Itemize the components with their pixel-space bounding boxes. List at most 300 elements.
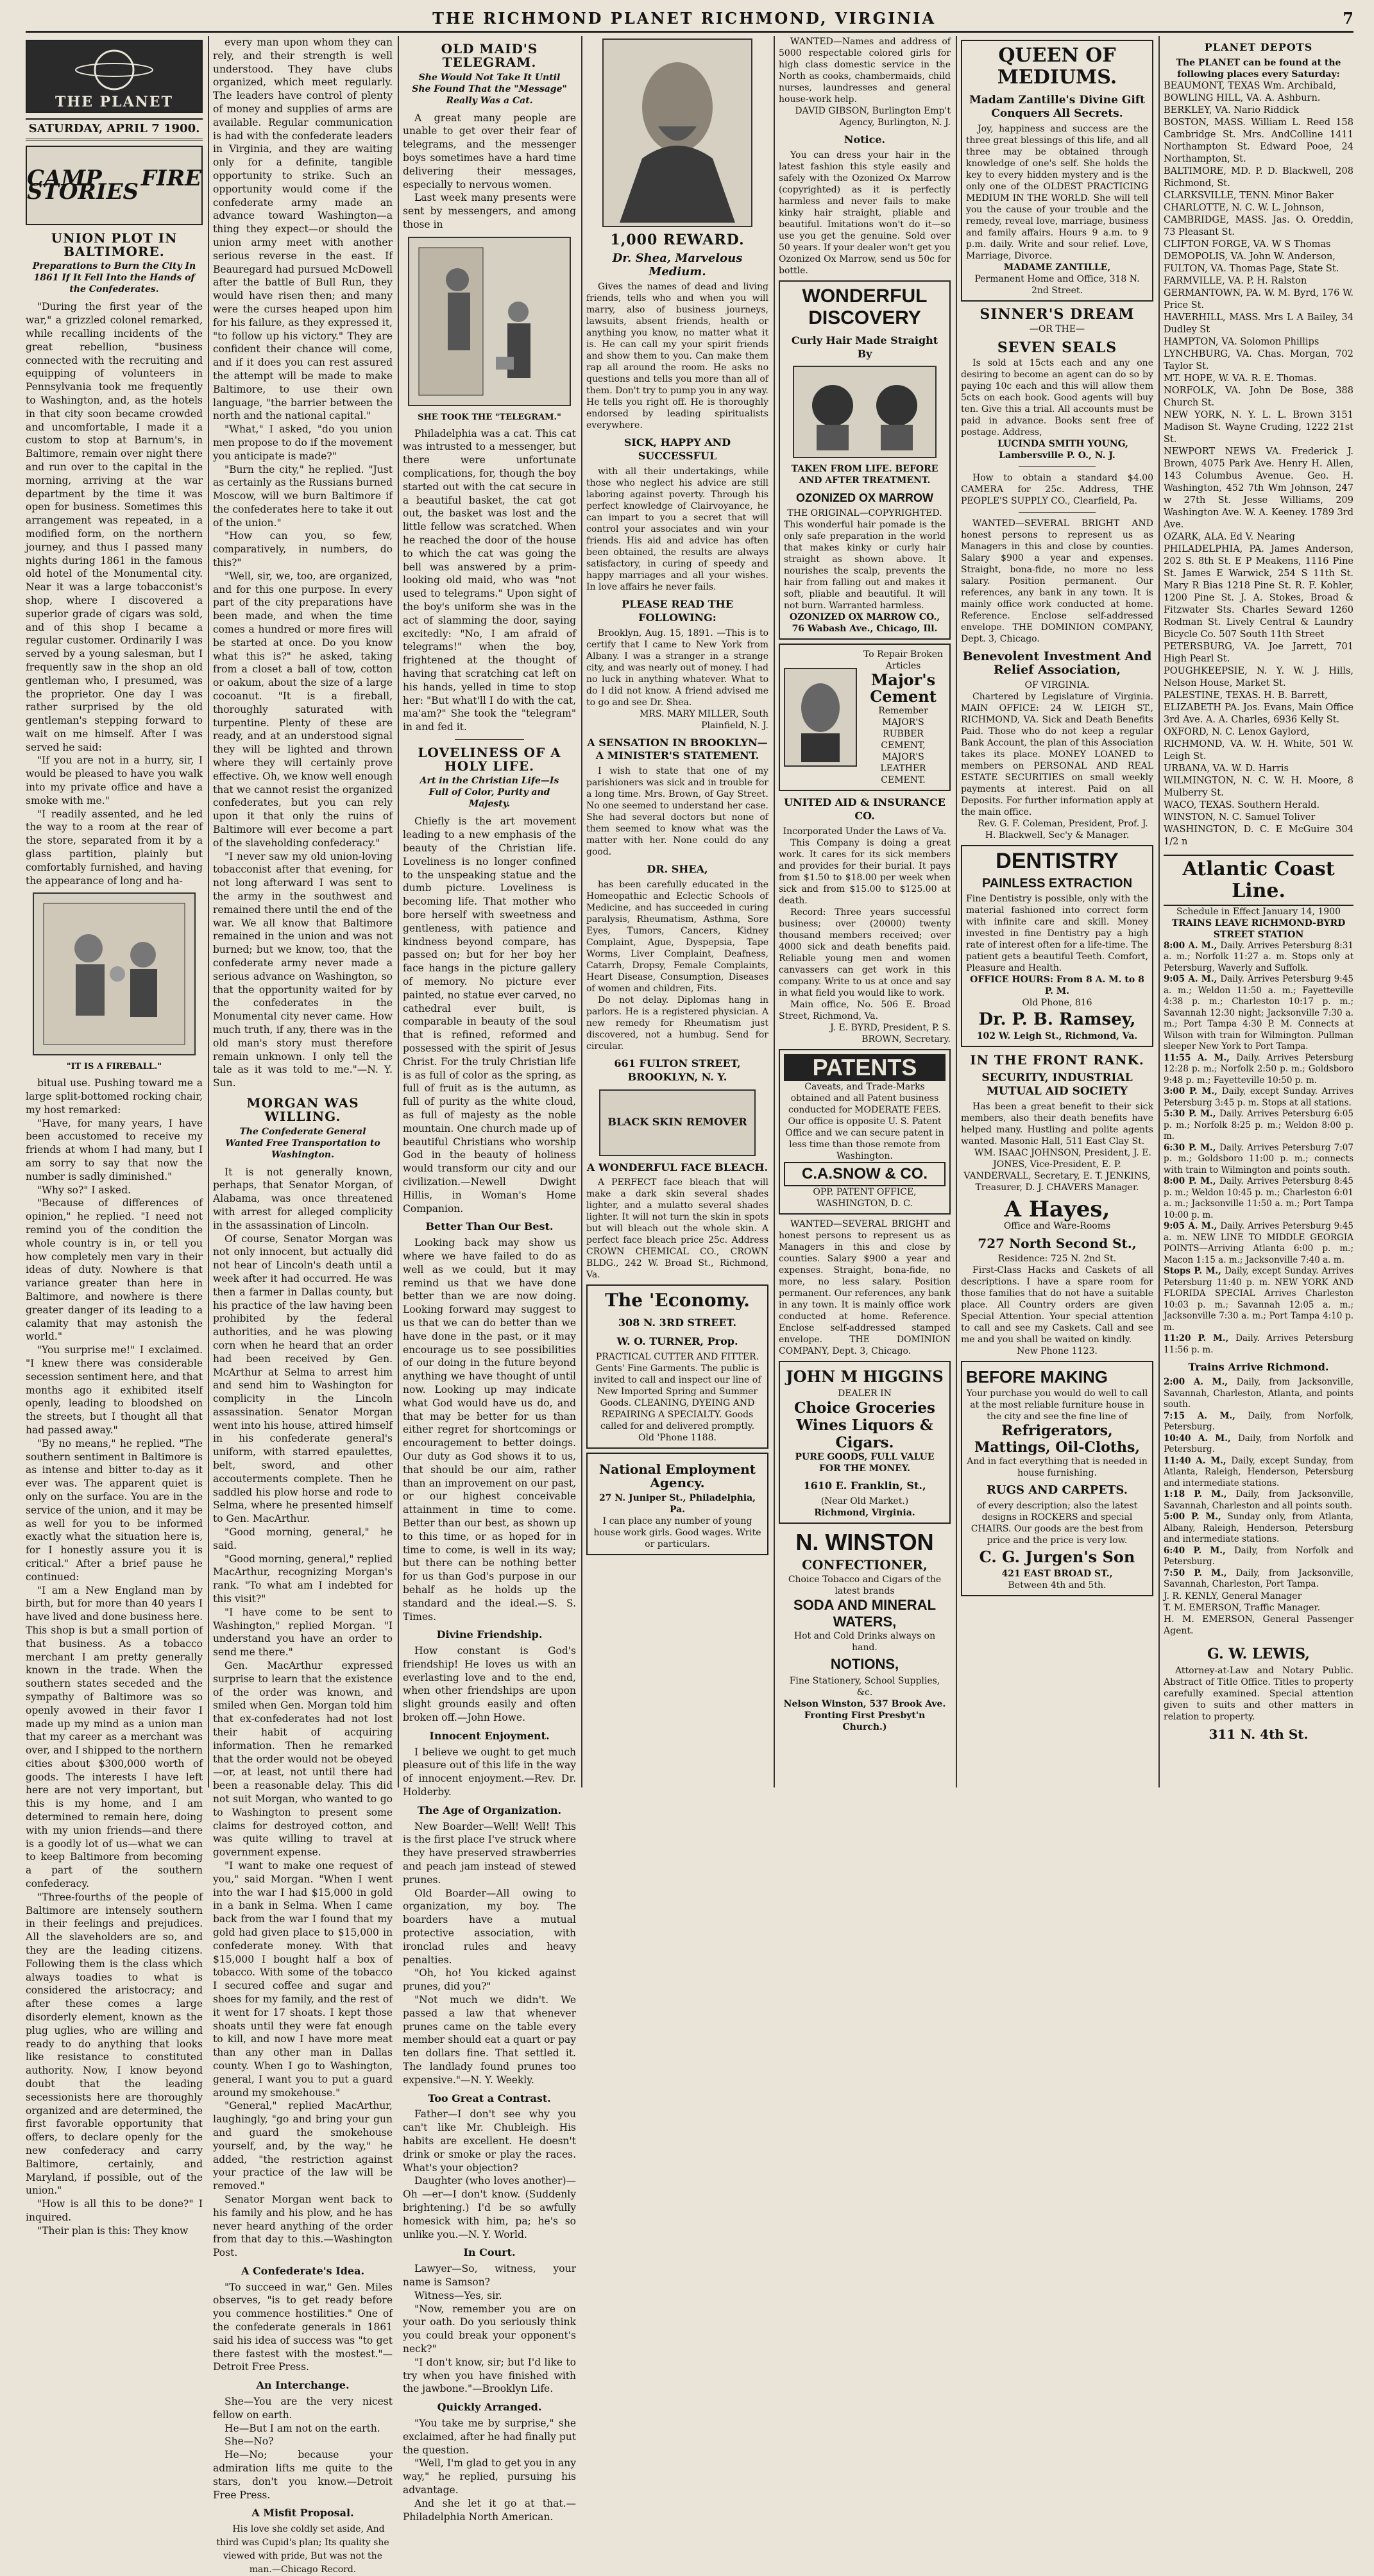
- subhead: A WONDERFUL FACE BLEACH.: [586, 1161, 768, 1173]
- higgins-sub: DEALER IN: [838, 1388, 892, 1399]
- depot-item: NEWPORT NEWS VA. Frederick J. Brown, 4075 Park Ave. Henry H. Allen, 143 Columbus Avenue. Geo. H. Washington, 452 7th Wm Johnson, 247 w 27th St. Jesse Williams, 209 Washington Ave. W. A. Keeney. 1789 3rd Ave.: [1164, 446, 1353, 530]
- headline-union-plot: UNION PLOT IN BALTIMORE.: [51, 230, 178, 259]
- subhead: A Confederate's Idea.: [241, 2264, 365, 2277]
- subhead: Quickly Arranged.: [437, 2401, 542, 2414]
- acl-sig: J. R. KENLY, General Manager: [1164, 1591, 1302, 1601]
- schedule-row: [1164, 1568, 1353, 1591]
- separator: [455, 739, 524, 740]
- schedule-desc: Daily. Arrives Petersburg 9:45 a. m.; Weldon 11:50 a. m.; Fayetteville 4:38 p. m.; Charleston 10:17 p. m.; Savannah 12:30 night; Jacksonville 7:30 a. m.; Port Tampa 4:30 P. M. Connects at Wilson with train for Wilmington. Pullman sleeper New York to Port Tampa.: [1164, 974, 1353, 1052]
- fireball-illustration: [33, 892, 196, 1055]
- schedule-time: 6:40 P. M.,: [1164, 1545, 1234, 1556]
- queen-ad: [961, 40, 1153, 302]
- depot-item: BEAUMONT, TEXAS Wm. Archibald,: [1164, 80, 1337, 91]
- sinner-title: SINNER'S DREAM: [980, 305, 1135, 323]
- schedule-time: 9:05 A. M.,: [1164, 1221, 1221, 1232]
- schedule-time: 5:00 P. M.,: [1164, 1512, 1228, 1523]
- paragraph: Senator Morgan went back to his family and his plow, and he has never heard anything of the order from that day to this.—Washington Post.: [213, 2193, 393, 2259]
- hayes-res: Residence: 725 N. 2nd St.: [997, 1253, 1117, 1264]
- before-text-3: of every description; also the latest designs in ROCKERS and special CHAIRS. Our goods are the best from price and the price is very low.: [971, 1500, 1144, 1546]
- united-office: Main office, No. 506 E. Broad Street, Richmond, Va.: [779, 999, 951, 1021]
- patents-title: PATENTS: [784, 1054, 946, 1081]
- paragraph: Lawyer—So, witness, your name is Samson?: [403, 2263, 576, 2288]
- column-rule: [956, 36, 957, 1787]
- schedule-row: [1164, 1546, 1353, 1568]
- schedule-time: 5:30 P. M.,: [1164, 1109, 1220, 1120]
- ramsey-address: 102 W. Leigh St., Richmond, Va.: [976, 1030, 1138, 1041]
- higgins-address: 1610 E. Franklin, St.,: [803, 1479, 926, 1492]
- headline-loveliness: LOVELINESS OF A HOLY LIFE.: [418, 744, 561, 774]
- paragraph: I wish to state that one of my parishioners was sick and in trouble for a long time. Mrs. Brown, of Gay Street. No one seemed to understand her case. She had several doctors but none of them seemed to know what was the matter with her. None could do any good.: [586, 766, 768, 858]
- paragraph: Father—I don't see why you can't like Mr. Chubleigh. His habits are excellent. He doesn't drink or smoke or play the races. What's your objection?: [403, 2108, 576, 2174]
- paragraph: "Why so?" I asked.: [37, 1184, 131, 1196]
- rugs: RUGS AND CARPETS.: [986, 1483, 1128, 1497]
- higgins-title: JOHN M HIGGINS: [786, 1367, 944, 1386]
- paragraph: has been carefully educated in the Homeopathic and Eclectic Schools of Medicine, and has succeeded in curing paralysis, Rheumatism, Asthma, Sore Eyes, Tumors, Cancers, Kidney Complaint, Ague, Dyspepsia, Tape Worms, Liver Complaint, Deafness, Catarrh, Dropsy, Female Complaints, Heart Disease, Consumption, Diseases of women and children, Fits.: [586, 879, 768, 994]
- ozonized-text: This wonderful hair pomade is the only safe preparation in the world that makes kinky or curly hair straight as shown above. It nourishes the scalp, prevents the hair from falling out and makes it soft, pliable and beautiful. It will not burn. Warranted harmless.: [784, 520, 946, 611]
- economy-prop: W. O. TURNER, Prop.: [616, 1335, 738, 1348]
- before-text: Your purchase you would do well to call at the most reliable furniture house in the city and see the fine line of: [966, 1388, 1148, 1422]
- acl-leave: TRAINS LEAVE RICHMOND-BYRD STREET STATION: [1171, 917, 1346, 940]
- schedule-desc: Daily. Arrives Petersburg 12:28 p. m.; Norfolk 2:50 p. m.; Goldsboro 9:48 p. m.; Fayetteville 10:50 p. m.: [1164, 1052, 1353, 1086]
- queen-sig: MADAME ZANTILLE,: [1003, 262, 1111, 273]
- before-after-portraits: [793, 366, 937, 458]
- schedule-row: [1164, 1221, 1353, 1266]
- acl-effective: Schedule in Effect January 14, 1900: [1176, 906, 1341, 917]
- deck-old-maid: She Would Not Take It Until She Found That the "Message" Really Was a Cat.: [412, 72, 567, 106]
- schedule-desc: Daily. Arrives Petersburg 8:45 p. m.; Weldon 10:45 p. m.; Charleston 6:01 a. m.; Jacksonville 11:50 a. m.; Port Tampa 10:00 p. m.: [1164, 1176, 1353, 1220]
- wanted-sign: DAVID GIBSON, Burlington Emp't Agency, Burlington, N. J.: [795, 106, 951, 128]
- refrigerators: Refrigerators, Mattings, Oil-Cloths,: [974, 1422, 1141, 1456]
- united-sig: J. E. BYRD, President, P. S. BROWN, Secretary.: [830, 1022, 951, 1045]
- poem: His love she coldly set aside, And third was Cupid's plan; Its quality she viewed with pride, But was not the man.—Chicago Record.: [216, 2524, 389, 2575]
- depot-item: FULTON, VA. Thomas Page, State St.: [1164, 263, 1339, 274]
- depot-item: NEW YORK, N. Y. L. L. Brown 3151 Madison St. Wayne Cruding, 1222 21st St.: [1164, 409, 1353, 445]
- column-5: [779, 36, 951, 1787]
- schedule-desc: Daily, except Sunday. Arrives Petersburg 11:40 p. m. NEW YORK AND FLORIDA SPECIAL Arrives Charleston 10:03 p. m.; Savannah 12:05 a. m.; Jacksonville 7:30 a. m.; Port Tampa 4:10 p. m.: [1164, 1266, 1354, 1333]
- employment-address: 27 N. Juniper St., Philadelphia, Pa.: [598, 1492, 756, 1515]
- arrival-list: [1164, 1377, 1353, 1591]
- wd-caption: TAKEN FROM LIFE. BEFORE AND AFTER TREATMENT.: [791, 464, 938, 486]
- depot-item: WASHINGTON, D. C. E McGuire 304 1/2 n: [1164, 824, 1353, 847]
- higgins-near: (Near Old Market.): [820, 1496, 909, 1506]
- paragraph: Gen. MacArthur expressed surprise to learn that the existence of the order was known, and smiled when Gen. Morgan told him that ex-confederates had not lost their habit of acquiring information. Then he remarked that the order would not be obeyed—or, at least, not until there had been a reasonable delay. This did not suit Morgan, who wanted to go to Washington to present some claims for destroyed cotton, and was quite willing to travel at government expense.: [213, 1660, 393, 1859]
- schedule-row: [1164, 974, 1353, 1053]
- lewis-text: Attorney-at-Law and Notary Public. Abstract of Title Office. Titles to property carefully examined. Special attention given to suits and other matters in relation to property.: [1164, 1665, 1353, 1722]
- subhead: In Court.: [463, 2246, 516, 2259]
- dentistry-ad: [961, 845, 1153, 1047]
- paragraph: "Have, for many years, I have been accustomed to receive my friends at whom I had many, but I am sorry to say that now the number is sadly diminished.": [26, 1117, 203, 1182]
- issue-date: SATURDAY, APRIL 7 1900.: [26, 118, 203, 141]
- paragraph: Gives the names of dead and living friends, tells who and when you will marry, also of business journeys, lawsuits, absent friends, health or anything you know, no matter what it is. He can call my your spirit friends and show them to you. Can make them rap all around the room. He asks no questions and tells you more than all of them. Don't try to pump you in any way. He tells you right off. He is thoroughly endorsed by leading spiritualists everywhere.: [586, 282, 768, 431]
- hayes-address: 727 North Second St.,: [978, 1235, 1137, 1251]
- depot-item: CHARLOTTE, N. C. W. L. Johnson,: [1164, 202, 1325, 213]
- security-sig: WM. ISAAC JOHNSON, President, J. E. JONES, Vice-President, E. P. VANDERVALL, Secretary, E. T. JENKINS, Treasurer, D. J. CHAVERS Manager.: [963, 1147, 1151, 1193]
- planet-logo-art: [37, 44, 191, 96]
- fireball-illustration-art: [37, 897, 191, 1051]
- united-sub: Incorporated Under the Laws of Va.: [783, 826, 947, 837]
- schedule-desc: Daily. Arrives Petersburg 9:45 a. m. NEW LINE TO MIDDLE GEORGIA POINTS—Arriving Atlanta 6:00 p. m.; Macon 1:15 a. m.; Jacksonville 7:40 a. m.: [1164, 1221, 1353, 1265]
- paragraph: Witness—Yes, sir.: [414, 2289, 502, 2301]
- masthead-title: THE RICHMOND PLANET RICHMOND, VIRGINIA: [432, 8, 937, 28]
- wanted-ad: WANTED—SEVERAL BRIGHT AND honest persons to represent us as Managers in this and close by counties. Salary $900 a year and expenses. Straight, bona-fide, no more no less salary. Position permanent. Our references, any bank in any town. It is mainly office work conducted at home. Reference. Enclose self-addressed envelope. THE DOMINION COMPANY, Dept. 3, Chicago.: [961, 518, 1153, 645]
- subhead: Better Than Our Best.: [425, 1220, 554, 1233]
- queen-text: Joy, happiness and success are the three great blessings of this life, and all three may be obtained through knowledge of one's self. She holds the key to every hidden mystery and is the only one of the OLDEST PRACTICING MEDIUM IN THE WORLD. She will tell you the cause of your trouble and the remedy, reveal love, marriage, business and family affairs. Hours 9 a.m. to 9 p.m. daily. Write and sour relief. Love, Marriage, Divorce.: [966, 123, 1148, 261]
- paragraph: Old Boarder—All owing to organization, my boy. The boarders have a mutual protective association, with ironclad rules and heavy penalties.: [403, 1887, 576, 1966]
- painless-title: PAINLESS EXTRACTION: [981, 876, 1133, 891]
- majors-remember: Remember MAJOR'S RUBBER CEMENT, MAJOR'S LEATHER CEMENT.: [878, 706, 928, 786]
- ozonized-ad: [779, 280, 951, 640]
- paragraph: Of course, Senator Morgan was not only innocent, but actually did not hear of Lincoln's death until a week after it had occurred. He was then a farmer in Dallas county, but his practice of the law having been prohibited by the federal authorities, and he was plowing corn when he heard that an order had been received by Gen. McArthur at Selma to arrest him and send him to Washington for complicity in the Lincoln assassination. Senator Morgan went into his house, attired himself in his confederate general's uniform, with starred epaulettes, belt, sword, and other accouterments complete. Then he saddled his plow horse and rode to Selma, where he presented himself to Gen. MacArthur.: [213, 1233, 393, 1525]
- schedule-desc: Daily, except Sunday. Arrives Petersburg 3:45 p. m. Stops at all stations.: [1164, 1086, 1353, 1108]
- telegram-illustration: [408, 237, 571, 406]
- planet-logo: [26, 40, 203, 113]
- paragraph: "What," I asked, "do you union men propose to do if the movement you anticipate is made?": [213, 423, 393, 462]
- deck-union-plot: Preparations to Burn the City In 1861 If It Fell Into the Hands of the Confederates.: [32, 261, 196, 295]
- ramsey-name: Dr. P. B. Ramsey,: [978, 1009, 1136, 1029]
- winston-stationery: Fine Stationery, School Supplies, &c.: [789, 1676, 940, 1698]
- paragraph: It is not generally known, perhaps, that Senator Morgan, of Alabama, was once threatened with arrest for alleged complicity in the assassination of Lincoln.: [213, 1166, 393, 1231]
- economy-text: PRACTICAL CUTTER AND FITTER. Gents' Fine Garments. The public is invited to call and inspect our line of New Imported Spring and Summer Goods. CLEANING, DYEING AND REPAIRING A SPECIALTY. Goods called for and delivered promptly. Old 'Phone 1188.: [593, 1351, 761, 1443]
- hayes-sub: Office and Ware-Rooms: [1003, 1220, 1111, 1231]
- higgins-big: Choice Groceries Wines Liquors & Cigars.: [794, 1399, 935, 1451]
- before-after-portraits-art: [797, 370, 932, 454]
- telegram-illustration-art: [412, 241, 566, 402]
- headline-morgan: MORGAN WAS WILLING.: [246, 1095, 359, 1124]
- paragraph: "How is all this to be done?" I inquired.: [26, 2198, 203, 2223]
- majors-portrait-art: [788, 672, 852, 762]
- acl-title: Atlantic Coast Line.: [1164, 855, 1353, 906]
- schedule-time: 10:40 A. M.,: [1164, 1433, 1238, 1444]
- separator: [1019, 466, 1096, 467]
- bleach-illustration: [599, 1089, 756, 1156]
- benevolent-title: Benevolent Investment And Relief Association,: [962, 649, 1152, 677]
- before-text-2: And in fact everything that is needed in house furnishing.: [967, 1456, 1148, 1478]
- paragraph: "If you are not in a hurry, sir, I would be pleased to have you walk into my private office and have a smoke with me.": [26, 755, 203, 806]
- bleach-label: BLACK SKIN REMOVER: [607, 1116, 747, 1129]
- higgins-city: Richmond, Virginia.: [814, 1507, 915, 1518]
- patents-ad: [779, 1049, 951, 1215]
- paragraph: "Good morning, general," he said.: [213, 1526, 393, 1551]
- higgins-ad: [779, 1361, 951, 1524]
- schedule-row: [1164, 1086, 1353, 1109]
- medium-name: Dr. Shea, Marvelous Medium.: [612, 251, 743, 278]
- economy-ad: [586, 1284, 768, 1449]
- paragraph: "I don't know, sir; but I'd like to try when you have finished with the jawbone."—Brooklyn Life.: [403, 2356, 576, 2395]
- depot-item: LYNCHBURG, VA. Chas. Morgan, 702 Taylor St.: [1164, 348, 1353, 371]
- front-rank-title: IN THE FRONT RANK.: [970, 1052, 1144, 1068]
- schedule-row: [1164, 1512, 1353, 1546]
- ozonized-title: OZONIZED OX MARROW: [796, 491, 933, 505]
- paragraph: "I never saw my old union-loving tobacconist after that evening, for not long afterward I was sent to the army in the southwest and remained there until the end of the war. We all know that Baltimore remained in the union and was not burned; but we know, too, that the confederate army never made a serious advance on Washington, so that the opportunity waited for by the confederates in the Monumental city never came. How much truth, if any, there was in the old man's story must therefore remain unknown. I only tell the tale as it was told to me."—N. Y. Sun.: [213, 850, 393, 1089]
- subhead: Innocent Enjoyment.: [429, 1729, 550, 1742]
- camp-fire-stories-banner: CAMP FIRE STORIES: [26, 146, 203, 225]
- paragraph: Chiefly is the art movement leading to a new emphasis of the beauty of the Christian life. Loveliness is no longer confined to the unspeaking statue and the dumb picture. Loveliness is becoming life. That mother who bore herself with sweetness and gentleness, with patience and kindness beyond compare, has passed on; but for her boy her face hangs in the picture gallery of memory. No picture ever painted, no statue ever carved, no cathedral ever built, is comparable in beauty of the soul that is refined, reformed and possessed with the spirit of Jesus Christ. For the truly Christian life is as full of color as the spring, as full of fruit as is the autumn, as full of purity as the white cloud, as full of majesty as the noble mountain. One church made up of beautiful Christians who worship God in the beauty of holiness would transform our city and our civilization.—Newell Dwight Hillis, in Woman's Home Companion.: [403, 815, 576, 1215]
- paragraph: "I am a New England man by birth, but for more than 40 years I have lived and done business here. This shop is but a small portion of that business. As a tobacco merchant I am pretty generally known in the trade. When the southern states seceded and the sympathy of Baltimore was so openly avowed in their favor I made up my mind as a union man that my career as a merchant was over, and I shipped to the northern cities about $300,000 worth of goods. The interests I have left here are not very important, but this is my home, and I am determined to remain here, doing with my union friends—and there is a goodly lot of us—what we can to keep Baltimore from becoming a part of the southern confederacy.: [26, 1584, 203, 1890]
- jurgen-between: Between 4th and 5th.: [1008, 1580, 1107, 1591]
- depot-item: FARMVILLE, VA. P. H. Ralston: [1164, 275, 1307, 286]
- schedule-row: [1164, 1456, 1353, 1490]
- column-4: [586, 36, 768, 1787]
- column-6: [961, 36, 1153, 1787]
- schedule-desc: Daily, from Norfolk and Petersburg.: [1164, 1545, 1353, 1567]
- depot-item: DEMOPOLIS, VA. John W. Anderson,: [1164, 251, 1336, 262]
- subhead: Too Great a Contrast.: [428, 2092, 551, 2104]
- paragraph: "I readily assented, and he led the way to a room at the rear of the store, separated from it by a glass partition, plainly but comfortably furnished, and having the appearance of long and ha-: [26, 808, 203, 887]
- subhead: An Interchange.: [256, 2379, 350, 2392]
- schedule-time: 3:00 P. M.,: [1164, 1086, 1222, 1097]
- camera-ad: How to obtain a standard $4.00 CAMERA for 25c. Address, THE PEOPLE'S SUPPLY CO., Clearfield, Pa.: [961, 473, 1153, 507]
- paragraph: "Not much we didn't. We passed a law that whenever prunes came on the table every member should eat a quart or pay ten dollars fine. That settled it. The landlady found prunes too expensive."—N. Y. Weekly.: [403, 1994, 576, 2086]
- subhead: SICK, HAPPY AND SUCCESSFUL: [623, 436, 731, 463]
- dentistry-phone: Old Phone, 816: [1022, 997, 1092, 1008]
- paragraph: "General," replied MacArthur, laughingly, "go and bring your gun and guard the smokehouse yourself, and, by the way," he added, "the restriction against your practice of the law will be removed.": [213, 2100, 393, 2192]
- depot-item: RICHMOND, VA. W. H. White, 501 W. Leigh St.: [1164, 738, 1353, 762]
- employment-title: National Employment Agency.: [598, 1461, 756, 1490]
- paragraph: "Three-fourths of the people of Baltimore are intensely southern in their feelings and prejudices. All the slaveholders are so, and they are the leading citizens. Following them is the class which always toadies to what is considered the aristocracy; and after these comes a large disorderly element, known as the plug uglies, who are willing and ready to do anything that looks like resistance to constituted authority. Now, I know beyond doubt that the leading secessionists here are thoroughly organized and are determined, the first favorable opportunity that offers, to declare openly for the new confederacy and carry Baltimore, certainly, and Maryland, if possible, out of the union.": [26, 1891, 203, 2197]
- paragraph: Last week many presents were sent by messengers, and among those in: [403, 192, 576, 230]
- schedule-time: 8:00 A. M.,: [1164, 940, 1221, 951]
- schedule-row: [1164, 1109, 1353, 1143]
- schedule-desc: Daily. Arrives Petersburg 6:05 p. m.; Norfolk 8:25 p. m.; Weldon 8:00 p. m.: [1164, 1109, 1353, 1142]
- schedule-desc: Daily, from Jacksonville, Savannah, Charleston, Atlanta, and points south.: [1164, 1377, 1354, 1410]
- depot-item: CLARKSVILLE, TENN. Minor Baker: [1164, 190, 1334, 201]
- paragraph: "Oh, ho! You kicked against prunes, did you?": [403, 1967, 576, 1993]
- schedule-time: 7:15 A. M.,: [1164, 1410, 1248, 1421]
- employment-ad: [586, 1453, 768, 1555]
- column-rule: [208, 36, 209, 1787]
- depot-item: BOSTON, MASS. William L. Reed 158 Cambridge St. Mrs. AndColline 1411 Northampton St. Edward Pooe, 24 Northampton, St.: [1164, 117, 1353, 164]
- paragraph: Looking back may show us where we have failed to do as well as we could, but it may remind us that we have done better than we are now doing. Looking forward may suggest to us that we can do better than we have done in the past, or it may encourage us to see possibilities of our doing in the future beyond anything we have thought of until now. Looking up may indicate what God would have us do, and that may be better for us than either regret for shortcomings or encouragement to better doings. Our duty as God shows it to us, that should be our aim, rather than an improvement on our past, or our highest conceivable attainment in time to come. Better than our best, as shown up to this time, or as hoped for in time to come, is well in its way; but there can be nothing better for us than God's purpose in our behalf as he holds up the standard and the ideal.—S. S. Times.: [403, 1237, 576, 1623]
- queen-address: Permanent Home and Office, 318 N. 2nd Street.: [974, 273, 1140, 296]
- snow-title: C.A.SNOW & CO.: [784, 1162, 946, 1186]
- benevolent-sig: Rev. G. F. Coleman, President, Prof. J. H. Blackwell, Sec'y & Manager.: [978, 818, 1148, 840]
- dr-shea-portrait-art: [607, 43, 748, 223]
- depot-item: HAMPTON, VA. Solomon Phillips: [1164, 336, 1319, 347]
- paragraph: He—But I am not on the earth.: [225, 2422, 380, 2434]
- depot-item: PALESTINE, TEXAS. H. B. Barrett,: [1164, 690, 1328, 701]
- depots-title: PLANET DEPOTS: [1204, 41, 1313, 53]
- paragraph: She—You are the very nicest fellow on earth.: [213, 2396, 393, 2421]
- paragraph: with all their undertakings, while those who neglect his advice are still laboring against poverty. Through his perfect knowledge of Clairvoyance, he can impart to you a secret that will control your associates and win your friends. His aid and advice has often been obtained, the results are always satisfactory, in curing of speedy and happy marriages and all your wishes. In love affairs he never fails.: [586, 466, 768, 592]
- paragraph: Daughter (who loves another)—Oh —er—I don't know. (Suddenly brightening.) I'd be so awfully homesick with him, pa; he's so unlike you.—N. Y. World.: [403, 2175, 576, 2240]
- ozonized-sub: THE ORIGINAL—COPYRIGHTED.: [787, 508, 942, 519]
- paragraph: "Good morning, general," replied MacArthur, recognizing Morgan's rank. "To what am I indebted for this visit?": [213, 1553, 393, 1605]
- schedule-time: 1:18 P. M.,: [1164, 1489, 1236, 1500]
- paragraph: "By no means," he replied. "The southern sentiment in Baltimore is as intense and bitter to-day as it ever was. The apparent quiet is only on the surface. You are in the service of the union, and it may be as well for you to be informed exactly what the situation here is, for I honestly assure you it is critical." After a brief pause he continued:: [26, 1437, 203, 1583]
- schedule-row: [1164, 1433, 1353, 1456]
- depot-item: MT. HOPE, W. VA. R. E. Thomas.: [1164, 373, 1317, 384]
- depot-item: ELIZABETH PA. Jos. Evans, Main Office 3rd Ave. A. A. Charles, 6936 Kelly St.: [1164, 702, 1353, 725]
- wonderful-discovery: WONDERFUL DISCOVERY: [802, 285, 928, 328]
- schedule-row: [1164, 941, 1353, 975]
- economy-address: 308 N. 3RD STREET.: [618, 1317, 737, 1329]
- paragraph: A PERFECT face bleach that will make a dark skin several shades lighter, and a mulatto several shades lighter. It will not turn the skin in spots but will bleach out the whole skin. A perfect face bleach price 25c. Address CROWN CHEMICAL CO., CROWN BLDG., 242 W. Broad St., Richmond, Va.: [586, 1177, 768, 1281]
- jurgen-name: C. G. Jurgen's Son: [979, 1547, 1135, 1566]
- paragraph: Do not delay. Diplomas hang in parlors. He is a registered physician. A new remedy for Rheumatism just discovered, not a humbug. Send for circular.: [586, 994, 768, 1052]
- notice-head: Notice.: [844, 133, 886, 146]
- schedule-time: 7:50 P. M.,: [1164, 1567, 1236, 1578]
- jurgen-ad: [961, 1361, 1153, 1596]
- schedule-row: [1164, 1333, 1353, 1356]
- column-3: [403, 36, 576, 2523]
- page-number: 7: [1343, 8, 1353, 28]
- benevolent-sub: OF VIRGINIA.: [1024, 679, 1090, 690]
- schedule-row: [1164, 1143, 1353, 1177]
- headline-old-maid: OLD MAID'S TELEGRAM.: [441, 41, 538, 70]
- majors-cement-ad: [779, 644, 951, 791]
- paragraph: New Boarder—Well! Well! This is the first place I've struck where they have preserved strawberries and peach jam instead of stewed prunes.: [403, 1820, 576, 1886]
- depot-item: GERMANTOWN, PA. W. M. Byrd, 176 W. Price St.: [1164, 287, 1353, 311]
- paragraph: Brooklyn, Aug. 15, 1891. —This is to certify that I came to New York from Albany. I was a stranger in a strange city, and was nearly out of money. I had no luck in anything whatever. What to do I did not know. A friend advised me to go and see Dr. Shea.: [586, 627, 768, 708]
- acl-sig: H. M. EMERSON, General Passenger Agent.: [1164, 1614, 1353, 1636]
- sinner-seven: SEVEN SEALS: [997, 339, 1117, 357]
- schedule-row: [1164, 1053, 1353, 1087]
- depot-item: HAVERHILL, MASS. Mrs L A Bailey, 34 Dudley St: [1164, 312, 1353, 335]
- paragraph: "During the first year of the war," a grizzled colonel remarked, while recalling incidents of the great rebellion, "business connected with the recruiting and equipping of volunteers in Pennsylvania took me frequently to Washington, and, as the hotels in that city soon became crowded and uncomfortable, I made it a custom to stop at Barnum's, in Baltimore, remain over night there and run over to the capital in the morning, arriving at the war department by the time it was open for business. Sometimes this arrangement was repeated, in a modified form, on the northern journey, and thus I passed many nights during 1861 in the famous old hotel of the Monumental city. Near it was a large tobacconist's shop, where I discovered a superior grade of cigars was sold, and of this shop I became a regular customer. Ordinarily I was served by a young salesman, but I frequently saw in the shop an old gentleman who, I presumed, was the proprietor. One day I was rather surprised by the old gentleman's stepping forward to wait on me himself. After I was served he said:: [26, 301, 203, 753]
- benevolent-text: Chartered by Legislature of Virginia. MAIN OFFICE: 24 W. LEIGH ST., RICHMOND, VA. Sick and Death Benefits Paid. Those who do not keep a regular Bank Account, the plan of this Association takes its place. MONEY LOANED to members on PERSONAL AND REAL ESTATE SECURITIES on small weekly payments at interest. Paid on all Deposits. For further information apply at the main office.: [961, 691, 1153, 817]
- wd-sub: Curly Hair Made Straight By: [791, 334, 938, 360]
- depot-item: NORFOLK, VA. John De Bose, 388 Church St.: [1164, 385, 1353, 408]
- winston-soda: SODA AND MINERAL WATERS,: [793, 1597, 937, 1630]
- schedule-time: 2:00 A. M.,: [1164, 1377, 1237, 1388]
- paragraph: "You surprise me!" I exclaimed. "I knew there was considerable secession sentiment here, and that months ago it exhibited itself openly, leading to bloodshed on the streets, but I thought all that had passed away.": [26, 1344, 203, 1436]
- schedule-list: [1164, 941, 1353, 1356]
- paragraph: "Their plan is this: They know: [37, 2224, 189, 2237]
- paragraph: I believe we ought to get much pleasure out of this life in the way of innocent enjoyment.—Rev. Dr. Holderby.: [403, 1746, 576, 1798]
- depot-item: BALTIMORE, MD. P. D. Blackwell, 208 Richmond, St.: [1164, 166, 1353, 189]
- winston-title: N. WINSTON: [795, 1528, 934, 1555]
- united-title: UNITED AID & INSURANCE CO.: [784, 796, 946, 822]
- depot-item: POUGHKEEPSIE, N. Y. W. J. Hills, Nelson House, Market St.: [1164, 665, 1353, 688]
- deck-loveliness: Art in the Christian Life—Is Full of Color, Purity and Majesty.: [420, 776, 559, 810]
- paragraph: "Well, sir, we, too, are organized, and for this one purpose. In every part of the city preparations have been made, and when the time comes a hundred or more fires will be started at once. Do you know what this is?" he asked, taking from a closet a ball of tow, cotton or oakum, about the size of a large cocoanut. "It is a fireball, thoroughly saturated with turpentine. Plenty of these are ready, and at an understood signal they will be lighted and thrown where they will certainly prove effective. Oh, we know well enough that we cannot resist the organized confederates, but you can rely upon it that only the ruins of Baltimore will ever become a part of the slaveholding confederacy.": [213, 570, 393, 849]
- schedule-desc: Daily. Arrives Petersburg 7:07 p. m.; Goldsboro 11:00 p. m.; connects with train to Wilmington and points south.: [1164, 1142, 1353, 1175]
- united-text-2: Record: Three years successful business; over (20000) twenty thousand members received; over 4000 sick and death benefits paid. Reliable young men and women canvassers can get work in this company. Write to us at once and say in what field you would like to work.: [779, 907, 951, 998]
- wanted-2: WANTED—SEVERAL BRIGHT and honest persons to represent us as Managers in this and close by counties. Salary $900 a year and expenses. Straight, bona-fide, no more, no less salary. Position permanent. Our references, any bank in any town. It is mainly office work conducted at home. Reference. Enclose self-addressed stamped envelope. THE DOMINION COMPANY, Dept. 3, Chicago.: [779, 1218, 951, 1356]
- dentistry-hours: OFFICE HOURS: From 8 A. M. to 8 P. M.: [970, 974, 1144, 996]
- paragraph: "I want to make one request of you," said Morgan. "When I went into the war I had $15,000 in gold in a bank in Selma. When I came back from the war I found that my gold had given place to $15,000 in confederate money. With that $15,000 I bought half a box of tobacco. With some of the tobacco I secured coffee and sugar and shoes for my family, and the rest of it went for 17 shoats. I kept those shoats until they were fat enough to kill, and now I have more meat than any other man in Dallas county. When I go to Washington, general, I want you to put a guard around my smokehouse.": [213, 1859, 393, 2099]
- column-rule: [581, 36, 582, 1787]
- schedule-time: Stops P. M.,: [1164, 1266, 1225, 1277]
- depot-item: BOWLING HILL, VA. A. Ashburn.: [1164, 92, 1321, 103]
- depots-sub: The PLANET can be found at the following places every Saturday:: [1176, 57, 1341, 80]
- depot-item: CLIFTON FORGE, VA. W S Thomas: [1164, 239, 1331, 250]
- schedule-desc: Daily, except Sunday, from Atlanta, Raleigh, Henderson, Petersburg and intermediate stations.: [1164, 1455, 1353, 1488]
- paragraph: "To succeed in war," Gen. Miles observes, "is to get ready before you commence hostilities." One of the confederate generals in 1861 said his idea of success was "to get there fastest with the mostest."—Detroit Free Press.: [213, 2281, 393, 2373]
- dentistry-title: DENTISTRY: [996, 848, 1119, 873]
- column-rule: [1158, 36, 1160, 1787]
- winston-ad: [779, 1528, 951, 1737]
- paragraph: Philadelphia was a cat. This cat was intrusted to a messenger, but there were unfortunate complications, for, though the boy started out with the cat secure in a beautiful basket, the cat got out, the basket was lost and the little fellow was scratched. When he reached the door of the house to which the cat was going the bell was answered by a prim-looking old maid, who was "not used to telegrams." Upon sight of the boy's uniform she was in the act of slamming the door, saying excitedly: "No, I am afraid of telegrams!" when the boy, frightened at the thought of having that scratching cat left on his hands, yelled in time to stop her: "But what'll I do with the cat, ma'am?" She took the "telegram" in and fed it.: [403, 427, 576, 733]
- depot-item: PETERSBURG, VA. Joe Jarrett, 701 High Pearl St.: [1164, 641, 1353, 664]
- paragraph: "Well, I'm glad to get you in any way," he replied, pursuing his advantage.: [403, 2457, 576, 2496]
- schedule-time: 11:55 A. M.,: [1164, 1052, 1237, 1063]
- wanted-ad: WANTED—Names and address of 5000 respectable colored girls for high class domestic service in the North as cooks, chambermaids, child nurses, laundresses and general house-work help.: [779, 37, 951, 105]
- depot-item: URBANA, VA. W. D. Harris: [1164, 763, 1289, 774]
- majors-portrait: [784, 668, 857, 767]
- dentistry-text: Fine Dentistry is possible, only with the material fashioned into correct form with infinite care and skill. Money invested in fine Dentistry pay a high rate of interest often for a life-time. The patient gets a beautiful Teeth. Comfort, Pleasure and Health.: [966, 893, 1148, 973]
- subhead: A Misfit Proposal.: [251, 2507, 354, 2520]
- depot-item: WILMINGTON, N. C. W. H. Moore, 8 Mulberry St.: [1164, 775, 1353, 798]
- economy-title: The 'Economy.: [605, 1290, 750, 1311]
- deck-morgan: The Confederate General Wanted Free Transportation to Washington.: [225, 1126, 380, 1160]
- lewis-address: 311 N. 4th St.: [1209, 1726, 1309, 1742]
- column-rule: [774, 36, 775, 1787]
- paragraph: He—No; because your admiration lifts me quite to the stars, don't you know.—Detroit Free Press.: [213, 2449, 393, 2501]
- depot-item: BERKLEY, VA. Nario Riddick: [1164, 105, 1300, 115]
- hayes-phone: New Phone 1123.: [1017, 1345, 1098, 1356]
- acl-sig: T. M. EMERSON, Traffic Manager.: [1164, 1602, 1321, 1613]
- depot-item: OXFORD, N. C. Lenox Gaylord,: [1164, 726, 1310, 737]
- reward-headline: 1,000 REWARD.: [610, 232, 745, 248]
- paragraph: "You take me by surprise," she exclaimed, after he had finally put the question.: [403, 2417, 576, 2456]
- winston-drinks: Hot and Cold Drinks always on hand.: [793, 1631, 936, 1653]
- sinner-sig: LUCINDA SMITH YOUNG, Lambersville P. O., N. J.: [997, 439, 1128, 461]
- paragraph: bitual use. Pushing toward me a large split-bottomed rocking chair, my host remarked:: [26, 1077, 203, 1116]
- hayes-title: A Hayes,: [1004, 1196, 1110, 1222]
- illustration-caption: SHE TOOK THE "TELEGRAM.": [418, 412, 561, 422]
- paragraph: "Because of differences of opinion," he replied. "I need not remind you of the condition the whole country is in, or tell you how completely men vary in their ideas of duty. Nowhere is that variance greater than here in Baltimore, and nowhere is there greater danger of its leading to a calamity that may astonish the world.": [26, 1197, 203, 1343]
- queen-sub: Madam Zantille's Divine Gift Conquers All Secrets.: [969, 94, 1145, 120]
- schedule-desc: Daily. Arrives Petersburg 11:56 p. m.: [1164, 1333, 1353, 1355]
- masthead: [26, 5, 1353, 33]
- schedule-desc: Daily, from Norfolk and Petersburg.: [1164, 1433, 1353, 1455]
- separator: [1019, 512, 1096, 513]
- address: 661 FULTON STREET, BROOKLYN, N. Y.: [614, 1057, 741, 1083]
- higgins-text: PURE GOODS, FULL VALUE FOR THE MONEY.: [795, 1451, 935, 1474]
- majors-sub: To Repair Broken Articles: [863, 649, 944, 672]
- depot-item: OZARK, ALA. Ed V. Nearing: [1164, 531, 1295, 542]
- winston-address: Nelson Winston, 537 Brook Ave. Fronting First Presbyt'n Church.): [783, 1699, 946, 1733]
- winston-notions: NOTIONS,: [830, 1656, 899, 1673]
- depot-item: PHILADELPHIA, PA. James Anderson, 202 S. 8th St. E P Meakens, 1116 Pine St. James E Warwick, 254 S 11th St. Mary R Bias 1218 Pine St. R. F. Kohler, 1200 Pine St. J. A. Stokes, Broad & Fitzwater Sts. Charles Seward 1260 Rodman St. Lively Central & Laundry Bicycle Co. 507 South 11th Street: [1164, 543, 1353, 640]
- schedule-time: 11:40 A. M.,: [1164, 1455, 1232, 1466]
- column-1: [26, 36, 203, 2237]
- queen-title: QUEEN OF MEDIUMS.: [997, 44, 1117, 89]
- arrive-title: Trains Arrive Richmond.: [1188, 1361, 1329, 1374]
- schedule-time: 8:00 P. M.,: [1164, 1176, 1220, 1187]
- depot-item: WINSTON, N. C. Samuel Toliver: [1164, 812, 1316, 823]
- ozonized-address: OZONIZED OX MARROW CO., 76 Wabash Ave., Chicago, Ill.: [789, 612, 940, 635]
- signature: MRS. MARY MILLER, South Plainfield, N. J.: [640, 708, 768, 731]
- sinner-or: —OR THE—: [1029, 324, 1085, 335]
- subhead: The Age of Organization.: [417, 1804, 562, 1816]
- paragraph: "I have come to be sent to Washington," replied Morgan. "I understand you have an order to send me there.": [213, 1606, 393, 1659]
- united-text: This Company is doing a great work. It cares for its sick members and provides for their burial. It pays from $1.50 to $18.00 per week when sick and from $15.00 to $125.00 at death.: [779, 837, 951, 906]
- depots-list: [1164, 80, 1353, 848]
- depot-item: WACO, TEXAS. Southern Herald.: [1164, 799, 1320, 810]
- schedule-time: 11:20 P. M.,: [1164, 1333, 1236, 1344]
- schedule-desc: Daily. Arrives Petersburg 8:31 a. m.; Norfolk 11:27 a. m. Stops only at Petersburg, Waverly and Suffolk.: [1164, 940, 1353, 973]
- illustration-caption: "IT IS A FIREBALL.": [66, 1062, 162, 1072]
- security-text: Has been a great benefit to their sick members, also their death benefits have helped many. Hustling and polite agents wanted. Masonic Hall, 511 East Clay St.: [961, 1101, 1153, 1147]
- employment-text: I can place any number of young house work girls. Good wages. Write or particulars.: [593, 1515, 761, 1549]
- paragraph: She—No?: [225, 2435, 274, 2448]
- subhead: PLEASE READ THE FOLLOWING:: [622, 597, 733, 624]
- schedule-row: [1164, 1377, 1353, 1411]
- subhead: DR. SHEA,: [647, 863, 708, 876]
- paragraph: And she let it go at that.—Philadelphia North American.: [403, 2497, 576, 2523]
- column-7: [1164, 36, 1353, 1787]
- schedule-row: [1164, 1176, 1353, 1221]
- paragraph: How constant is God's friendship! He loves us with an everlasting love and to the end, when other friendships are upon slight grounds easily and often broken off.—John Howe.: [403, 1645, 576, 1724]
- schedule-row: [1164, 1266, 1353, 1333]
- paragraph: "How can you, so few, comparatively, in numbers, do this?": [213, 530, 393, 569]
- schedule-desc: Daily, from Jacksonville, Savannah, Charleston and all points south.: [1164, 1489, 1353, 1511]
- paragraph: "Now, remember you are on your oath. Do you seriously think you could break your opponent's neck?": [403, 2303, 576, 2355]
- patents-text: Caveats, and Trade-Marks obtained and all Patent business conducted for MODERATE FEES. Our office is opposite U. S. Patent Office and we can secure patent in less time than those remote from Washington.: [785, 1081, 944, 1161]
- notice-text: You can dress your hair in the latest fashion this style easily and safely with the Ozonized Ox Marrow (copyrighted) as it is perfectly harmless and never fails to make kinky hair straight, pliable and beautiful. Imitations won't do it—so use you get the genuine. Sold over 50 years. If your dealer won't get you Ozonized Ox Marrow, send us 50c for bottle.: [779, 149, 951, 276]
